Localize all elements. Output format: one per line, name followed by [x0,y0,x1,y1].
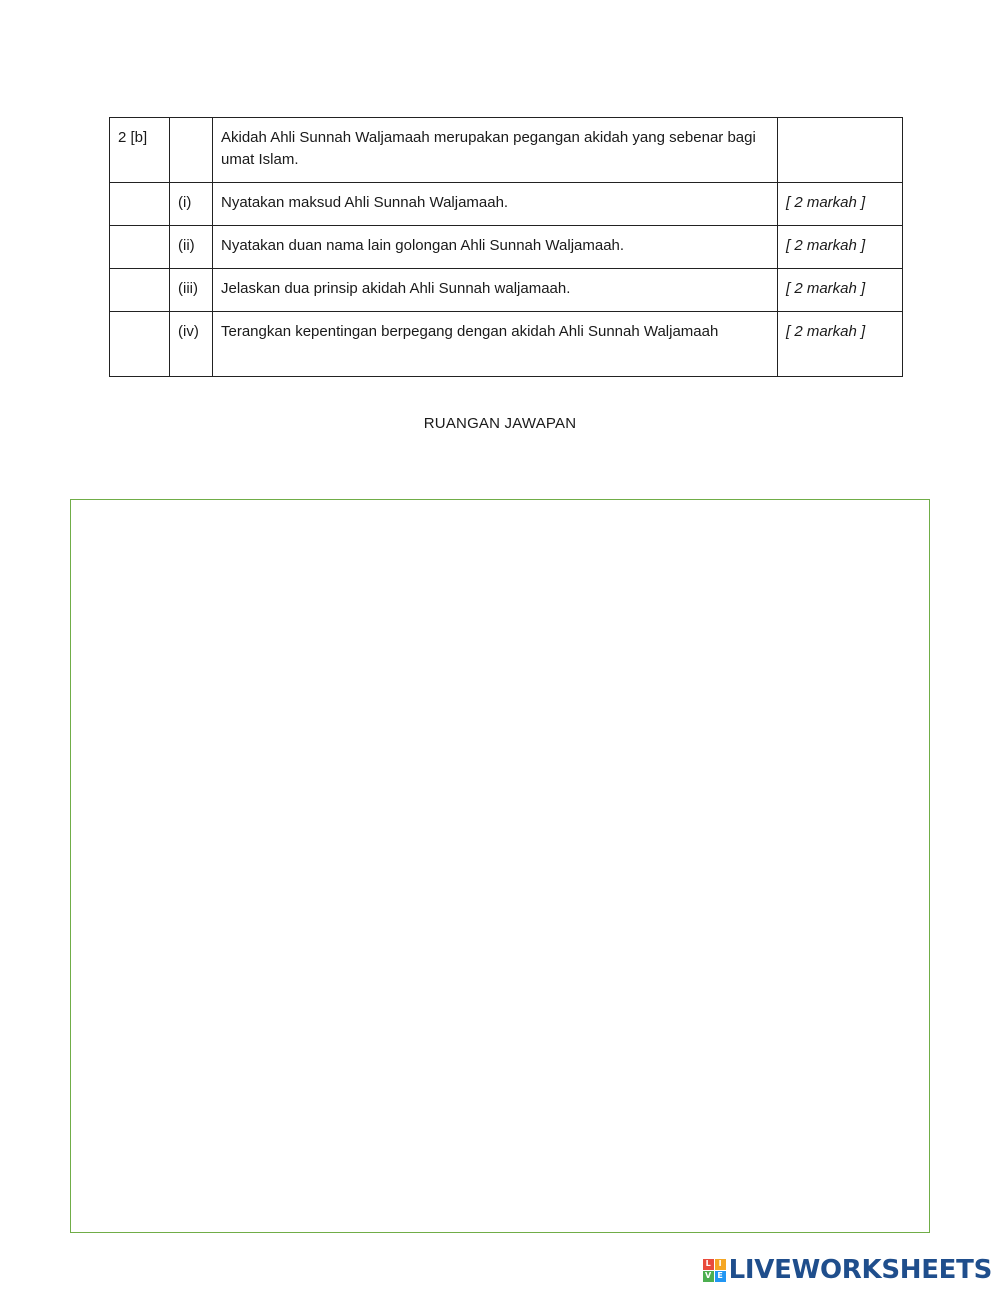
empty-cell [170,118,213,183]
part-text: Terangkan kepentingan berpegang dengan akidah Ahli Sunnah Waljamaah [213,312,778,377]
empty-cell [778,118,903,183]
question-part-row [110,226,903,269]
liveworksheets-brand [703,1254,992,1286]
part-label: (iii) [170,269,213,312]
brand-name: LIVEWORKSHEETS [728,1255,992,1285]
empty-cell [110,226,170,269]
part-marks: [ 2 markah ] [778,312,903,377]
logo-letter: L [703,1259,714,1270]
part-label: (ii) [170,226,213,269]
part-text: Jelaskan dua prinsip akidah Ahli Sunnah waljamaah. [213,269,778,312]
part-marks: [ 2 markah ] [778,269,903,312]
empty-cell [110,269,170,312]
question-part-row [110,183,903,226]
part-label: (iv) [170,312,213,377]
empty-cell [110,312,170,377]
empty-cell [110,183,170,226]
question-number: 2 [b] [110,118,170,183]
question-intro-row [110,118,903,183]
question-table [109,117,903,377]
part-text: Nyatakan duan nama lain golongan Ahli Sunnah Waljamaah. [213,226,778,269]
question-part-row [110,269,903,312]
liveworksheets-logo-icon [703,1259,726,1282]
logo-letter: V [703,1271,714,1282]
part-marks: [ 2 markah ] [778,183,903,226]
part-text: Nyatakan maksud Ahli Sunnah Waljamaah. [213,183,778,226]
part-marks: [ 2 markah ] [778,226,903,269]
logo-letter: I [715,1259,726,1270]
part-label: (i) [170,183,213,226]
question-part-row [110,312,903,377]
question-intro-text: Akidah Ahli Sunnah Waljamaah merupakan pegangan akidah yang sebenar bagi umat Islam. [213,118,778,183]
logo-letter: E [715,1271,726,1282]
answer-textbox[interactable] [70,499,930,1233]
answer-heading: RUANGAN JAWAPAN [423,415,577,432]
